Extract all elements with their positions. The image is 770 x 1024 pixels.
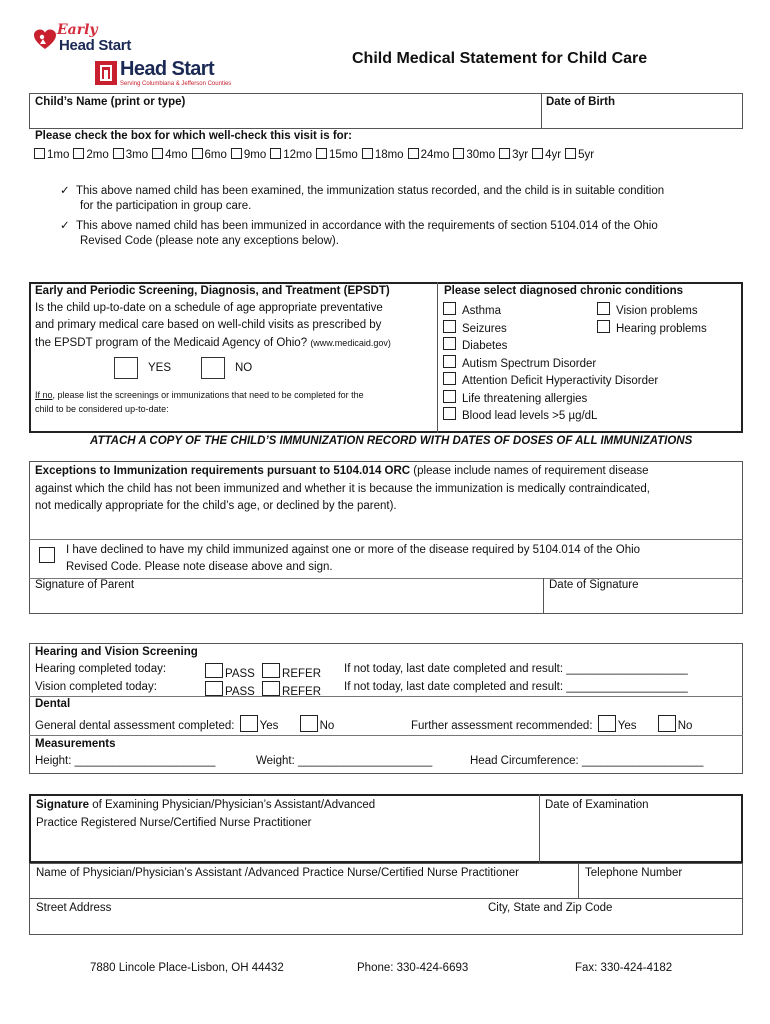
hearing-label: Hearing completed today: (35, 663, 167, 675)
wellcheck-label-3mo: 3mo (125, 149, 149, 161)
further-row: Further assessment recommended: Yes No (411, 715, 692, 732)
city-state-zip-label: City, State and Zip Code (488, 902, 613, 914)
footer-phone: Phone: 330-424-6693 (357, 962, 469, 974)
head-circumference-field[interactable]: Head Circumference: ___________________ (470, 755, 704, 767)
chronic-option[interactable] (443, 355, 658, 373)
wellcheck-label: Please check the box for which well-check this visit is for: (35, 130, 352, 142)
measurements-title: Measurements (35, 738, 116, 750)
wellcheck-checkbox[interactable] (532, 148, 543, 159)
wellcheck-checkbox[interactable] (362, 148, 373, 159)
chronic-checkbox[interactable] (597, 320, 610, 333)
vision-results: PASS REFER (205, 681, 321, 698)
exceptions-line3: not medically appropriate for the child’s age, or declined by the parent). (35, 500, 397, 512)
page-title: Child Medical Statement for Child Care (352, 50, 648, 67)
wellcheck-checkbox[interactable] (453, 148, 464, 159)
physician-signature-label: Signature of Examining Physician/Physician’s Assistant/Advanced (36, 799, 376, 811)
hv-title: Hearing and Vision Screening (35, 646, 198, 658)
wellcheck-label-3yr: 3yr (512, 149, 529, 161)
wellcheck-option[interactable] (532, 149, 561, 161)
chronic-checkbox[interactable] (443, 320, 456, 333)
statement-immunized: ✓ This above named child has been immunized in accordance with the requirements of section 5104.014 of the Ohio (60, 220, 658, 232)
chronic-checkbox[interactable] (443, 390, 456, 403)
dob-label: Date of Birth (546, 96, 615, 108)
height-field[interactable]: Height: ______________________ (35, 755, 216, 767)
street-address-label: Street Address (36, 902, 112, 914)
chronic-checkbox[interactable] (443, 372, 456, 385)
vision-pass-checkbox[interactable] (205, 681, 223, 696)
wellcheck-label-24mo: 24mo (420, 149, 450, 161)
hearing-refer-checkbox[interactable] (262, 663, 280, 678)
wellcheck-checkbox[interactable] (231, 148, 242, 159)
logo-early-text: Early (57, 22, 98, 38)
wellcheck-label-4mo: 4mo (165, 149, 188, 161)
exceptions-line2: against which the child has not been immunized and whether it is because the immunization is medically contraindicated, (35, 483, 650, 495)
chronic-label: Autism Spectrum Disorder (462, 357, 597, 370)
chronic-option[interactable] (443, 390, 658, 408)
epsdt-yes-checkbox[interactable] (114, 357, 138, 379)
epsdt-ifno-text: If no, please list the screenings or immunizations that need to be completed for the (35, 390, 364, 400)
wellcheck-option[interactable] (362, 149, 404, 161)
chronic-label: Attention Deficit Hyperactivity Disorder (462, 375, 659, 387)
dental-title: Dental (35, 698, 71, 710)
footer-address: 7880 Lincole Place-Lisbon, OH 44432 (90, 962, 284, 974)
wellcheck-label-30mo: 30mo (466, 149, 496, 161)
head-start-logo (95, 60, 245, 92)
wellcheck-option[interactable] (270, 149, 312, 161)
wellcheck-checkbox[interactable] (270, 148, 281, 159)
physician-signature-label-cont: Practice Registered Nurse/Certified Nurse Practitioner (36, 817, 312, 829)
chronic-list-2 (597, 302, 707, 337)
wellcheck-label-5yr: 5yr (578, 149, 595, 161)
chronic-checkbox[interactable] (443, 337, 456, 350)
epsdt-question-line1: Is the child up-to-date on a schedule of age appropriate preventative (35, 302, 383, 314)
wellcheck-label-1mo: 1mo (47, 149, 70, 161)
dob-field[interactable] (546, 112, 736, 126)
chronic-option[interactable] (443, 337, 658, 355)
epsdt-question-line2: and primary medical care based on well-child visits as prescribed by (35, 319, 382, 331)
epsdt-no-label: NO (235, 362, 253, 374)
declined-text-cont: Revised Code. Please note disease above and sign. (66, 561, 333, 573)
chronic-label: Blood lead levels >5 µg/dL (462, 410, 598, 422)
footer-fax: Fax: 330-424-4182 (575, 962, 673, 974)
wellcheck-checkbox[interactable] (192, 148, 203, 159)
dental-row: General dental assessment completed: Yes No (35, 715, 334, 732)
telephone-label: Telephone Number (585, 867, 683, 879)
heart-icon (33, 28, 57, 52)
wellcheck-label-4yr: 4yr (545, 149, 562, 161)
wellcheck-option[interactable] (453, 149, 495, 161)
wellcheck-option[interactable] (73, 149, 108, 161)
wellcheck-checkbox[interactable] (408, 148, 419, 159)
epsdt-yes-label: YES (148, 362, 172, 374)
medicaid-site: (www.medicaid.gov) (310, 338, 391, 348)
hearing-results: PASS REFER (205, 663, 321, 680)
checkmark-icon: ✓ (60, 220, 70, 232)
checkmark-icon: ✓ (60, 185, 70, 197)
dental-no-checkbox[interactable] (300, 715, 318, 732)
chronic-label: Life threatening allergies (462, 392, 588, 405)
wellcheck-checkbox[interactable] (499, 148, 510, 159)
wellcheck-option[interactable] (565, 149, 594, 161)
physician-name-label: Name of Physician/Physician’s Assistant /Advanced Practice Nurse/Certified Nurse Practitioner (36, 867, 519, 879)
chronic-option[interactable] (597, 302, 707, 320)
logo-head-start-name: Head Start (120, 58, 215, 80)
epsdt-question-line3: the EPSDT program of the Medicaid Agency of Ohio? (www.medicaid.gov) (35, 337, 391, 349)
wellcheck-option[interactable] (231, 149, 266, 161)
chronic-checkbox[interactable] (597, 302, 610, 315)
wellcheck-option[interactable] (408, 149, 450, 161)
attach-note: ATTACH A COPY OF THE CHILD’S IMMUNIZATION RECORD WITH DATES OF DOSES OF ALL IMMUNIZATIONS (90, 435, 693, 447)
epsdt-title: Early and Periodic Screening, Diagnosis, and Treatment (EPSDT) (35, 285, 390, 297)
chronic-label: Diabetes (462, 340, 508, 352)
hearing-last-date[interactable]: If not today, last date completed and result: ___________________ (344, 663, 688, 675)
address-box (29, 899, 743, 935)
child-name-field[interactable] (186, 96, 536, 126)
vision-label: Vision completed today: (35, 681, 157, 693)
logo-subtitle: Serving Columbiana & Jefferson Counties (120, 81, 232, 87)
dental-yes-checkbox[interactable] (240, 715, 258, 732)
wellcheck-options (34, 148, 598, 161)
logo-head-start-text: Head Start (59, 37, 132, 54)
declined-text: I have declined to have my child immunized against one or more of the disease required by 5104.014 of the Ohio (66, 544, 641, 556)
wellcheck-checkbox[interactable] (73, 148, 84, 159)
chronic-option[interactable] (597, 320, 707, 338)
wellcheck-option[interactable] (316, 149, 358, 161)
chronic-checkbox[interactable] (443, 302, 456, 315)
wellcheck-checkbox[interactable] (565, 148, 576, 159)
chronic-checkbox[interactable] (443, 407, 456, 420)
chronic-checkbox[interactable] (443, 355, 456, 368)
wellcheck-checkbox[interactable] (316, 148, 327, 159)
signature-date-label: Date of Signature (549, 579, 639, 591)
hearing-pass-checkbox[interactable] (205, 663, 223, 678)
epsdt-no-checkbox[interactable] (201, 357, 225, 379)
wellcheck-label-15mo: 15mo (329, 149, 358, 161)
declined-checkbox[interactable] (39, 547, 55, 563)
chronic-option[interactable] (443, 407, 658, 425)
chronic-option[interactable] (443, 372, 658, 390)
head-start-mark-icon (95, 61, 117, 85)
statement-examined-cont: for the participation in group care. (80, 200, 252, 212)
wellcheck-option[interactable] (152, 149, 187, 161)
wellcheck-label-2mo: 2mo (86, 149, 109, 161)
exam-date-label: Date of Examination (545, 799, 649, 811)
chronic-label: Hearing problems (616, 322, 707, 335)
statement-examined: ✓ This above named child has been examined, the immunization status recorded, and the child is in suitable condition (60, 185, 665, 197)
exceptions-line1: Exceptions to Immunization requirements pursuant to 5104.014 ORC (please include names of requirement disease (35, 465, 649, 477)
wellcheck-label-12mo: 12mo (283, 149, 313, 161)
wellcheck-option[interactable] (34, 149, 69, 161)
chronic-title: Please select diagnosed chronic conditions (444, 285, 684, 297)
chronic-label: Vision problems (616, 305, 698, 317)
wellcheck-option[interactable] (113, 149, 148, 161)
vision-last-date[interactable]: If not today, last date completed and result: ___________________ (344, 681, 688, 693)
chronic-label: Seizures (462, 322, 507, 335)
wellcheck-label-9mo: 9mo (243, 149, 267, 161)
further-no-checkbox[interactable] (658, 715, 676, 732)
epsdt-ifno-text-cont: child to be considered up-to-date: (35, 404, 169, 414)
wellcheck-option[interactable] (499, 149, 528, 161)
early-head-start-logo (33, 22, 153, 58)
statement-immunized-cont: Revised Code (please note any exceptions below). (80, 235, 339, 247)
chronic-label: Asthma (462, 305, 501, 317)
wellcheck-label-6mo: 6mo (204, 149, 227, 161)
wellcheck-checkbox[interactable] (34, 148, 45, 159)
wellcheck-checkbox[interactable] (152, 148, 163, 159)
parent-signature-label: Signature of Parent (35, 579, 135, 591)
vision-refer-checkbox[interactable] (262, 681, 280, 696)
child-name-label: Child’s Name (print or type) (35, 96, 186, 108)
wellcheck-checkbox[interactable] (113, 148, 124, 159)
wellcheck-label-18mo: 18mo (374, 149, 404, 161)
further-yes-checkbox[interactable] (598, 715, 616, 732)
weight-field[interactable]: Weight: _____________________ (256, 755, 433, 767)
wellcheck-option[interactable] (192, 149, 227, 161)
